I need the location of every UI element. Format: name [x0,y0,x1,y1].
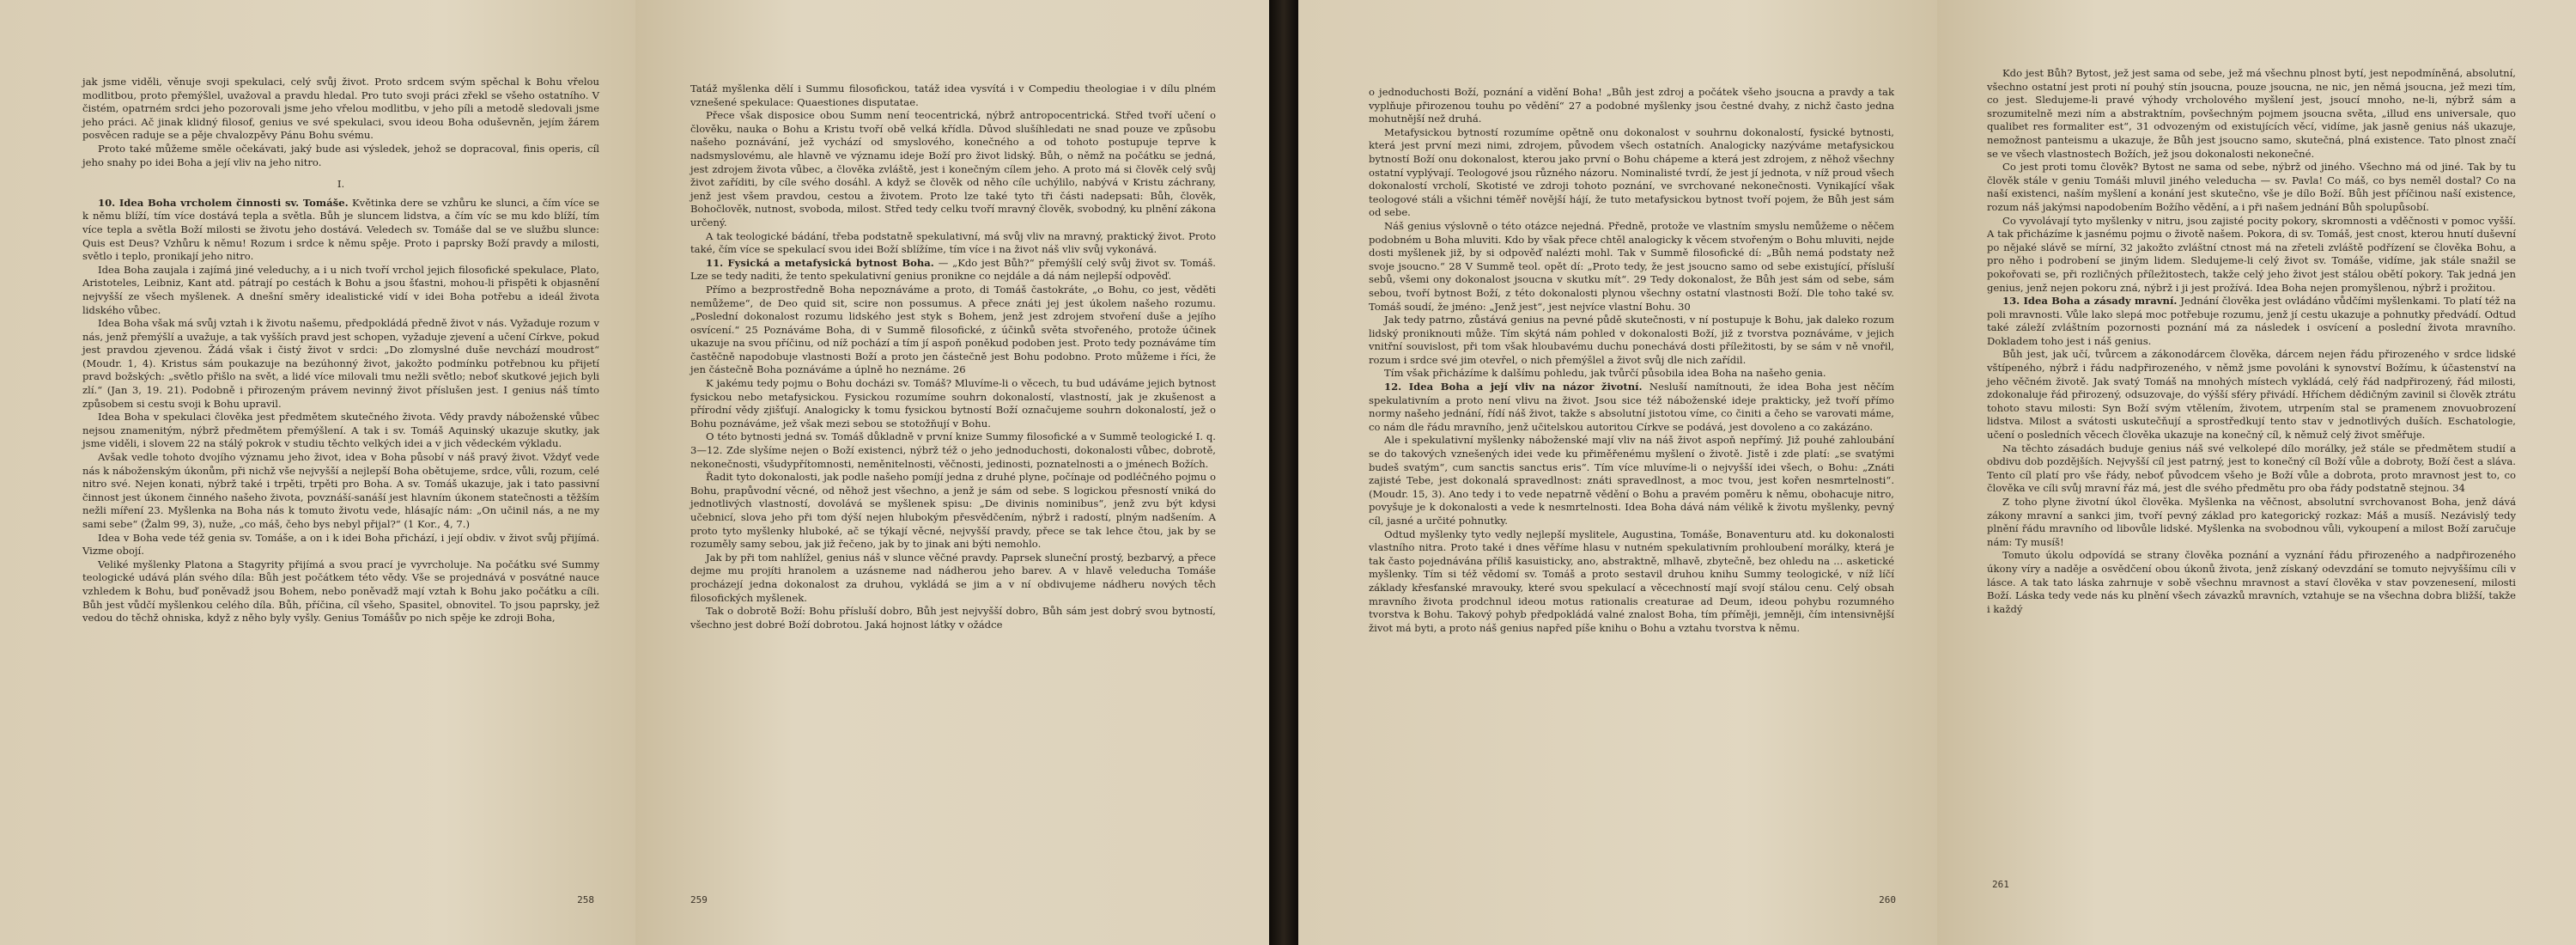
spread-gap [1269,0,1298,945]
page-260-text [1369,86,1894,635]
right-spread [1298,0,2576,945]
paragraph [690,471,1216,552]
page-261-text [1987,67,2516,616]
page-259-text [690,82,1216,631]
paragraph [1369,528,1894,636]
paragraph-text: I. [337,178,345,191]
paragraph-text: Náš genius výslovně o této otázce nejedná. Předně, protože ve vlastním smyslu nemůžeme o něčem podobném u Boha mluviti. Kdo by však přece chtěl analogicky k věcem stvořeným o Bohu mluviti, nejde dosti myšlenek již, by si odpověď nalézti mohl. Tak v Summě filosofické dí: „Bůh nemá podstaty než svoje jsoucno.“ 28 V Summě teol. opět dí: „Proto tedy, že jest jsoucno samo od sebe existující, přísluší sebů, všemi ony dokonalost jsoucna v skutku mít“. 29 Tedy dokonalost, že Bůh jest sám od sebe, sám sebou, tvoří bytnost Boží, z této dokonalosti plynou všechny ostatní vlastnosti Boží. Dle toho také sv. Tomáš soudí, že jméno: „Jenž jest“, jest nejvíce vlastní Bohu. 30 [1369,219,1894,313]
section-numeral [82,178,599,192]
paragraph [1987,215,2516,296]
paragraph-text: Tím však přicházíme k dalšímu pohledu, jak tvůrčí působila idea Boha na našeho genia. [1384,367,1826,380]
paragraph-text: Přímo a bezprostředně Boha nepoznáváme a proto, di Tomáš častokráte, „o Bohu, co jest, věděti nemůžeme“, de Deo quid sit, scire non possumus. A přece znáti jej jest úkolem našeho rozumu. „Poslední dokonalost rozumu lidského jest styk s Bohem, jenž jest zdrojem stvoření duše a jejího osvícení.“ 25 Poznáváme Boha, di v Summě filosofické, z účinků světa stvořeného, protože účinek ukazuje na svou příčinu, od níž pochází a tím jí aspoň poněkud podoben jest. Proto tedy poznáváme tím častěčně napodobuje vlastnosti Boží a proto jen částečně jest Bohu podobno. Proto můžeme i říci, že jen částečně Boha poznáváme a úplně ho neznáme. 26 [690,283,1216,376]
paragraph-text: Tak o dobrotě Boží: Bohu přísluší dobro, Bůh jest nejvyšší dobro, Bůh sám jest dobrý svou bytností, všechno jest dobré Boží dobrotou. Jaká hojnost látky v ožádce [690,605,1216,631]
paragraph [82,411,599,451]
paragraph-text: Idea Boha v spekulaci člověka jest předmětem skutečného života. Vědy pravdy náboženské vůbec nejsou znamenitým, nýbrž předmětem přemýšlení. A tak i sv. Tomáš Aquinský ukazuje skutky, jak jsme viděli, i slovem 22 na stálý pokrok v studiu těchto velkých idei a v jich vědeckém výkladu. [82,411,599,450]
paragraph [690,377,1216,430]
paragraph [690,230,1216,257]
section-heading: 13. Idea Boha a zásady mravní. [2002,295,2178,308]
paragraph-text: Květinka dere se vzhůru ke slunci, a čím více se k němu blíží, tím více dostává tepla a světla. Bůh je sluncem lidstva, a čím víc se mu kdo blíží, tím více tepla a světla Boží milosti se životu jeho dostává. Veledech sv. Tomáše dal se ve službu slunce: Quis est Deus? Vzhůru k němu! Rozum i srdce k němu spěje. Proto i paprsky Boží pravdy a milosti, světlo i teplo, pronikají jeho nitro. [82,196,599,263]
page-260 [1298,0,1937,945]
paragraph [1987,496,2516,549]
page-258-text [82,76,599,625]
paragraph [1369,367,1894,381]
paragraph-text: — „Kdo jest Bůh?“ přemýšlí celý svůj život sv. Tomáš. Lze se tedy naditi, že tento spekulativní genius pronikne co nejdále a dá nám nejlepší odpověď. [690,256,1216,283]
paragraph [82,143,599,169]
paragraph [1369,86,1894,126]
paragraph-text: Veliké myšlenky Platona a Stagyrity přijímá a svou prací je vyvrcholuje. Na počátku své Summy teologické udává plán svého díla: Bůh jest počátkem této vědy. Vše se projednává v posvátné nauce vzhledem k Bohu, buď poněvadž jsou Bohem, nebo poněvadž mají vztah k Bohu jako počátku a cíli. Bůh jest vůdčí myšlenkou celého díla. Bůh, příčina, cíl všeho, Spasitel, obnovitel. To jsou paprsky, jež vedou do těchž ohniska, když z něho byly vyšly. Genius Tomášův po nich spěje ke zdroji Boha, [82,558,599,625]
paragraph [1987,295,2516,348]
paragraph [1369,434,1894,527]
paragraph [1369,126,1894,220]
paragraph [82,532,599,558]
paragraph-text: Tatáž myšlenka dělí i Summu filosofickou, tatáž idea vysvítá i v Compediu theologiae i v dílu plném vznešené spekulace: Quaestiones disputatae. [690,82,1216,108]
paragraph-text: Idea Boha však má svůj vztah i k životu našemu, předpokládá předně život v nás. Vyžaduje rozum v nás, jenž přemýšlí a uvažuje, a tak vyšších pravd jest schopen, vyžaduje zjevení a učení Církve, pokud jest pravdou zjevenou. Žádá však i čistý život v srdci: „Do zlomyslné duše nevchází moudrost“ (Moudr. 1, 4). Kristus sám poukazuje na bezúhonný život, jakožto podmínku potřebnou ku přijetí pravd božských: „světlo přišlo na svět, a lidé více milovali tmu nežli světlo; neboť skutkové jejich byli zlí.“ (Jan 3, 19. 21). Podobně i přirozeným právem nevinný život příslušen jest. I genius náš tímto způsobem si cestu svoji k Bohu upravil. [82,317,599,410]
page-number: 261 [1992,879,2009,890]
paragraph-text: Jak tedy patrno, zůstává genius na pevné půdě skutečnosti, v ní postupuje k Bohu, jak daleko rozum lidský proniknouti může. Tím skýtá nám pohled v dokonalosti Boží, již z tvorstva poznáváme, v jejich vnitřní souvislost, při tom však hloubavému duchu ponechává dosti příležitosti, by se sám v ně vnořil, rozum i srdce své jim otevřel, o nich přemýšlel a život svůj dle nich zařídil. [1369,314,1894,366]
paragraph [690,284,1216,377]
section-heading: 11. Fysická a metafysická bytnost Boha. [706,256,934,269]
paragraph [82,197,599,264]
page-259 [635,0,1269,945]
paragraph-text: jak jsme viděli, věnuje svoji spekulaci, celý svůj život. Proto srdcem svým spěchal k Bohu vřelou modlitbou, proto přemýšlel, uvažoval a pravdu hledal. Pro tuto svoji práci zřekl se všeho ostatního. V čistém, opatrném srdci jeho pozorovali jsme jeho vřelou modlitbu, v jeho píli a metodě sledovali jsme jeho práci. Ač jinak klidný filosof, genius ve své spekulaci, svou ideou Boha oduševněn, jejím žárem posvěcen raduje se a pěje chvalozpěvy Pánu Bohu svému. [82,76,599,142]
paragraph-text: Na těchto zásadách buduje genius náš své velkolepé dílo morálky, jež stále se předmětem studií a obdivu dob pozdějších. Nejvyšší cíl jest patrný, jest to konečný cíl Boží vůle a dobroty, Boží čest a sláva. Tento cíl platí pro vše řády, neboť původcem všeho je Boží vůle a dobrota, proto mravnost jest to, co člověka ve cíli svůj mravní řáz má, jest dle svého předmětu pro oba řády podstatně stejnou. 34 [1987,442,2516,495]
paragraph [1987,348,2516,442]
paragraph-text: Co vyvolávají tyto myšlenky v nitru, jsou zajisté pocity pokory, skromnosti a vděčnosti v pomoc vyšší. A tak přicházíme k jasnému pojmu o životě našem. Pokora, di sv. Tomáš, jest cnost, kterou hnutí duševní po nějaké slávě se mírní, 32 jakožto zvláštní ctnost má na zřeteli zvláště podřízení se člověka Bohu, a pro něho i podrobení se jiným lidem. Sledujeme-li celý život sv. Tomáše, vidíme, jak stále snažil se pokořovati se, při rozličných příležitostech, takže celý jeho život jest stálou obětí pokory. Tak jedná jen genius, jenž nejen pokoru zná, nýbrž i ji jest prožívá. Idea Boha nejen promyšlenou, nýbrž i prožitou. [1987,214,2516,294]
paragraph [690,257,1216,284]
paragraph-text: Bůh jest, jak učí, tvůrcem a zákonodárcem člověka, dárcem nejen řádu přirozeného v srdce lidské vštípeného, nýbrž i řádu nadpřirozeného, v němž jsme povoláni k synovství Božímu, k účastenství na jeho věčném životě. Jak svatý Tomáš na mnohých místech vykládá, celý řád nadpřirozený, řád milosti, zdokonaluje řád přirozený, odsuzovaje, do výšší sféry přivádí. Hříchem dědičným zavinil si člověk ztrátu tohoto stavu milosti: Syn Boží svým vtělením, životem, utrpením stal se pramenem znovuobrození lidstva. Milost a svátosti uskutečňují a sprostředkují tento stav v jednotlivých duších. Eschatologie, učení o posledních věcech člověka ukazuje na konečný cíl, k němuž celý život směřuje. [1987,348,2516,442]
paragraph-text: Z toho plyne životní úkol člověka. Myšlenka na věčnost, absolutní svrchovanost Boha, jenž dává zákony mravní a sankci jim, tvoří pevný základ pro kategorický rozkaz: Máš a musíš. Nezávislý tedy plnění řádu mravního od libovůle lidské. Myšlenka na svobodnou vůli, vykoupení a milost Boží zaručuje nám: Ty musíš! [1987,496,2516,548]
paragraph [1369,314,1894,367]
page-number: 258 [577,894,594,905]
paragraph [690,82,1216,109]
paragraph [1987,549,2516,616]
paragraph-text: Proto také můžeme směle očekávati, jaký bude asi výsledek, jehož se dopracoval, finis operis, cíl jeho snahy po idei Boha a její vliv na jeho nitro. [82,142,599,168]
paragraph [690,109,1216,229]
paragraph-text: Idea Boha zaujala i zajímá jiné veleduchy, a i u nich tvoří vrchol jejich filosofické spekulace, Plato, Aristoteles, Leibniz, Kant atd. pátrají po cestách k Bohu a jsou šťastni, mohou-li přispěti k objasnění nejvyšší ze všech myšlenek. A dnešní směry idealistické vidí v idei Boha potřebu a ideál života lidského vůbec. [82,263,599,316]
paragraph-text: Odtud myšlenky tyto vedly nejlepší myslitele, Augustina, Tomáše, Bonaventuru atd. ku dokonalosti vlastního nitra. Proto také i dnes věříme hlasu v nutném spekulativním prohloubení morálky, která je tak často pojednávána příliš kasuisticky, ano, abstraktně, mlhavě, zbytečně, bez ohledu na ... asketické myšlenky. Tím si též vědomí sv. Tomáš a proto sestavil druhou knihu Summy teologické, v níž líčí základy křesťanské mravouky, které svou spekulací a věcechností mají svojí stálou cenu. Celý obsah mravního života prodchnul ideou motus rationalis creaturae ad Deum, ideou pohybu rozumného tvorstva k Bohu. Takový pohyb předpokládá valné znalost Boha, tím příměji, jemněji, čím intensivnější život má byti, a proto náš genius napřed píše knihu o Bohu a vztahu tvorstva k němu. [1369,527,1894,634]
paragraph [82,317,599,411]
paragraph-text: Řadit tyto dokonalosti, jak podle našeho pomíjí jedna z druhé plyne, počínaje od podléčného pojmu o Bohu, prapůvodní věcné, od něhož jest všechno, a jenž je sám od sebe. S logickou přesností vniká do jednotlivých vlastností, dovolává se myšlenek spisu: „De divinis nominibus“, jenž zvu být kdysi učebnicí, slova jeho při tom dýší nejen hlubokým přesvědčením, nýbrž i radostí, plným nadšením. A proto tyto myšlenky hluboké, ač se týkají věcné, nejvyšší pravdy, přece se tak lehce čtou, jak by se rozuměly samy sebou, jak již řečeno, jak by to jinak ani býti nemohlo. [690,471,1216,551]
paragraph [82,451,599,532]
paragraph [1369,220,1894,314]
paragraph [82,558,599,625]
paragraph-text: Přece však disposice obou Summ není teocentrická, nýbrž antropocentrická. Střed tvoří učení o člověku, nauka o Bohu a Kristu tvoří obě velká křídla. Důvod slušíhledati ne snad pouze ve způsobu našeho poznávání, jež vychází od smyslového, konečného a od tohoto postupuje teprve k nadsmyslovému, ale hlavně ve významu ideje Boží pro život lidský. Bůh, o němž na počátku se jedná, jest zdrojem života vůbec, a člověka zvláště, jest i konečným cílem jeho. A proto má si člověk celý svůj život zaříditi, by cíle svého dosáhl. A když se člověk od něho cíle uchýlilo, nabývá v Kristu záchrany, jenž jest všem pravdou, cestou a životem. Proto lze také tyto tři části nadepsati: Bůh, člověk, Bohočlověk, nutnost, svoboda, milost. Střed tedy celku tvoří mravný člověk, svobodný, ku plnění zákona určený. [690,109,1216,229]
paragraph-text: o jednoduchosti Boží, poznání a vidění Boha! „Bůh jest zdroj a počátek všeho jsoucna a pravdy a tak vyplňuje přirozenou touhu po vědění“ 27 a podobné myšlenky jsou čestné dvahy, z nichž často jedna mohutnější než druhá. [1369,86,1894,125]
paragraph-text: Ale i spekulativní myšlenky náboženské mají vliv na náš život aspoň nepřímý. Již pouhé zahloubání se do takových vznešených idei vede ku přiměřenému myšlení o životě. Jistě i zde platí: „se svatými budeš svatým“, cum sanctis sanctus eris“. Tím více mluvíme-li o nejvyšší idei všech, o Bohu: „Znáti zajisté Tebe, jest dokonalá spravedlnost: znáti spravedlnost, a moc tvou, jest kořen nesmrtelnosti“. (Moudr. 15, 3). Ano tedy i to vede nepatrně vědění o Bohu a pravém poměru k němu, obohacuje nitro, povyšuje je k dokonalosti a vede k nesmrtelnosti. Idea Boha dává nám vélikě k životu myšlenky, pevný cíl, jasné a určité pohnutky. [1369,434,1894,527]
paragraph [82,264,599,317]
paragraph-text: Jednání člověka jest ovládáno vůdčími myšlenkami. To platí též na poli mravnosti. Vůle lako slepá moc potřebuje rozumu, jenž jí cestu ukazuje a pohnutky předvádí. Odtud také záleží zvláštním pozornosti poznání má za následek i osvícení a poslední života mravního. Dokladem toho jest i náš genius. [1987,295,2516,347]
section-heading: 12. Idea Boha a její vliv na názor životní. [1384,381,1643,393]
paragraph [690,430,1216,471]
page-number: 259 [690,894,708,905]
paragraph [82,76,599,143]
paragraph-text: Metafysickou bytností rozumíme opětně onu dokonalost v souhrnu dokonalostí, fysické bytnosti, která jest první mezi nimi, zdrojem, původem všech ostatních. Analogicky nazýváme metafysickou bytností Boží onu dokonalost, kterou jako první o Bohu chápeme a která jest zdrojem, z něhož všechny ostatní vyplývají. Teologové jsou různého názoru. Nominalisté tvrdí, že jest jí jednota, v níž proud všech dokonalostí vrcholí, Skotisté ve zdroji tohoto poznání, ve svrchované nekonečnosti. Vynikající však teologové stáli a všichni téměř novější hájí, že tuto metafysickou bytnost tvoří pojem, že Bůh jest sám od sebe. [1369,125,1894,219]
section-heading: 10. Idea Boha vrcholem činnosti sv. Tomáše. [98,196,349,209]
paragraph [690,605,1216,631]
left-spread [0,0,1269,945]
paragraph-text: Jak by při tom nahlížel, genius náš v slunce věčné pravdy. Paprsek sluneční prostý, bezbarvý, a přece dejme mu projíti hranolem a uzásneme nad nádherou jeho barev. A v hlavě veleducha Tomáše procházejí jedna dokonalost za druhou, vykládá se jim a v ní obdivujeme nádheru nových těch filosofických myšlenek. [690,551,1216,604]
paragraph-text: Co jest proti tomu člověk? Bytost ne sama od sebe, nýbrž od jiného. Všechno má od jiné. Tak by tu člověk stále v geniu Tomáši mluvil jiného veleducha — sv. Pavla! Co máš, co bys neměl dostal? Co na naší existenci, naším myšlení a konání jest skutečno, vše je dílo Boží. Bůh jest příčinou naší existence, rozum náš jakýmsi napodobením Božího vědění, a i při našem jednání Bůh spolupůsobí. [1987,161,2516,213]
paragraph [1987,161,2516,214]
page-number: 260 [1879,894,1896,905]
paragraph-text: A tak teologické bádání, třeba podstatně spekulativní, má svůj vliv na mravný, praktický život. Proto také, čím více se spekulací svou idei Boží sblížíme, tím více i na život náš vliv svůj vykonává. [690,229,1216,256]
paragraph-text: Tomuto úkolu odpovídá se strany člověka poznání a vyznání řádu přirozeného a nadpřirozeného úkony víry a naděje a osvědčení obou úkonů života, jenž získaný odevzdání se tomuto nejvyššímu cíli v lásce. A tak tato láska zahrnuje v sobě všechnu mravnost a staví člověka v stav povzenesení, milosti Boží. Láska tedy vede nás ku plnění všech závazků mravních, vztahuje se na všechna dobra bližší, takže i každý [1987,549,2516,615]
paragraph [1987,67,2516,161]
paragraph-text: Avšak vedle tohoto dvojího významu jeho život, idea v Boha působí v náš pravý život. Vždyť vede nás k náboženským úkonům, při nichž vše nejvyšší a nejlepší Boha obětujeme, srdce, vůli, rozum, celé nitro své. Nejen konati, nýbrž také i trpěti, trpěti pro Boha. A sv. Tomáš ukazuje, jak i tato passivní činnost jest úkonem činného našeho života, povznáší-sanáší jest hlavním úkonem statečnosti a těžším nežli míření 23. Myšlenka na Boha nás k tomuto životu vede, hlásajíc nám: „On učinil nás, a ne my sami sebe“ (Žalm 99, 3), nuže, „co máš, čeho bys nebyl přijal?“ (1 Kor., 4, 7.) [82,451,599,530]
paragraph-text: Idea v Boha vede též genia sv. Tomáše, a on i k idei Boha přichází, i její obdiv. v život svůj přijímá. Vizme obojí. [82,531,599,558]
paragraph [1987,442,2516,496]
paragraph-text: O této bytnosti jedná sv. Tomáš důkladně v první knize Summy filosofické a v Summě teologické I. q. 3—12. Zde slyšíme nejen o Boží existenci, nýbrž též o jeho jednoduchosti, dokonalosti vůbec, dobrotě, nekonečnosti, všudypřítomnosti, neměnitelnosti, věčnosti, jedinosti, poznatelnosti a o jménech Božích. [690,430,1216,470]
page-261 [1937,0,2576,945]
paragraph [1369,381,1894,434]
paragraph-text: K jakému tedy pojmu o Bohu docházi sv. Tomáš? Mluvíme-li o věcech, tu bud udáváme jejich bytnost fysickou nebo metafysickou. Fysickou rozumíme souhrn dokonalostí, vlastností, jak je zkušenost a přírodní vědy zjišťují. Analogicky k tomu fysickou bytností Boží označujeme souhrn dokonalostí, jež o Bohu poznáváme, jež však mezi sebou se stotožňují v Bohu. [690,377,1216,430]
paragraph [690,552,1216,605]
paragraph-text: Kdo jest Bůh? Bytost, jež jest sama od sebe, jež má všechnu plnost bytí, jest nepodmíněná, absolutní, všechno ostatní jest proti ní pouhý stín jsoucna, pouze jsoucna, ne nic, jen němá jsoucna, jež mezi tím, co jest. Sledujeme-li pravé výhody vrcholového myšlení jest, jsoucí mnoho, ne-li, nýbrž sám a srozumitelně mezi ním a abstraktním, povšechným pojmem jsoucna světa, „illud ens universale, quo qualibet res formaliter est“, 31 odvozeným od existujících věcí, vidíme, jak jasně genius náš ukazuje, nemožnost panteismu a ukazuje, že Bůh jest jsoucno samo, skutečná, plná existence. Tato plnost značí se ve všech vlastnostech Božích, jež jsou dokonalosti nekonečné. [1987,67,2516,160]
paragraph-text: Nesluší namítnouti, že idea Boha jest něčím spekulativním a proto není vlivu na život. Jsou sice též náboženské ideje prakticky, jež tvoří přímo normy našeho jednání, řídí náš život, takže s absolutní jistotou víme, co činiti a čeho se varovati máme, co nám dle řádu mravního, jenž učitelskou autoritou Církve se podává, jest dovoleno a co zakázáno. [1369,381,1894,433]
page-258 [0,0,635,945]
